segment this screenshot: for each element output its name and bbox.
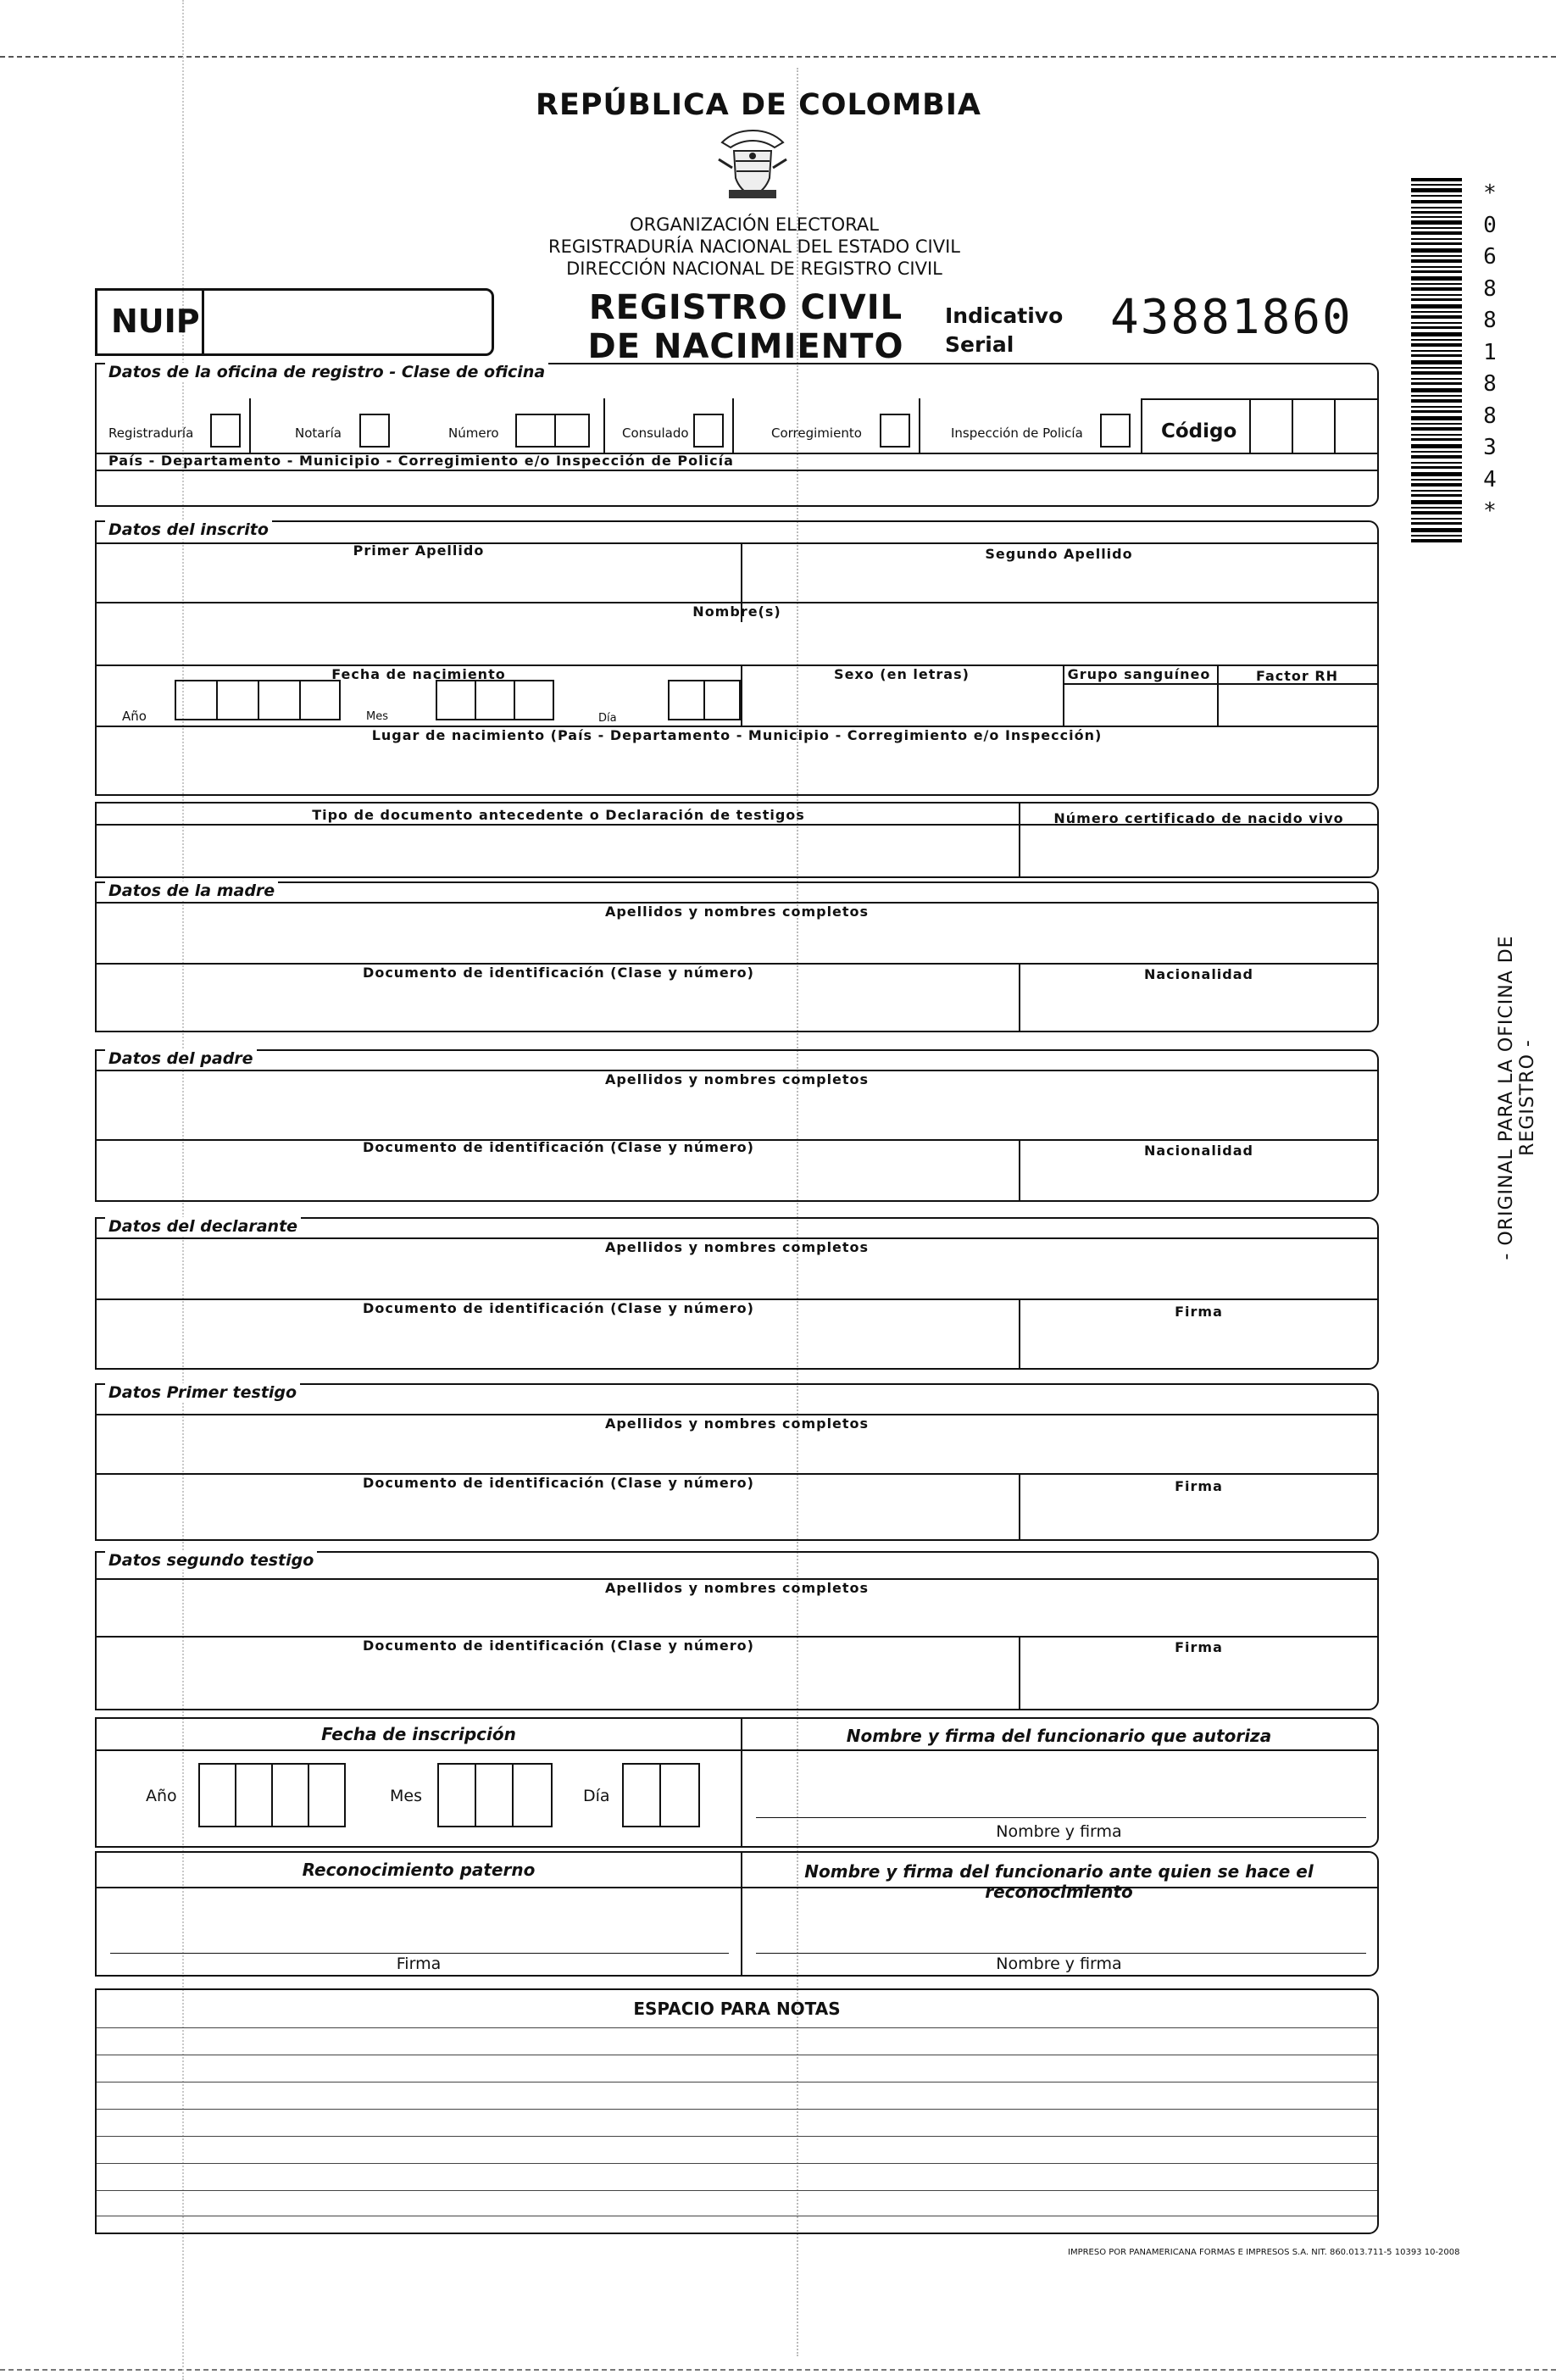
box-divider	[659, 1763, 661, 1827]
label-reconocimiento-paterno: Reconocimiento paterno	[302, 1860, 536, 1880]
section-declarante	[95, 1217, 1379, 1370]
barcode-char: *	[1483, 181, 1497, 206]
label-nacionalidad: Nacionalidad	[1143, 1143, 1253, 1159]
codigo-cell	[1249, 398, 1251, 453]
label-nombre-firma: Nombre y firma	[996, 1955, 1122, 1973]
box-divider	[258, 680, 259, 720]
box-divider	[475, 680, 476, 720]
label-documento: Documento de identificación (Clase y número)	[363, 1139, 754, 1155]
label-nombres-completos: Apellidos y nombres completos	[604, 904, 870, 920]
codigo-cell	[1292, 398, 1293, 453]
label-firma: Firma	[1175, 1478, 1223, 1494]
checkbox-corregimiento[interactable]	[880, 414, 910, 448]
label-sexo: Sexo (en letras)	[834, 666, 970, 682]
box-divider	[271, 1763, 273, 1827]
label-segundo-apellido: Segundo Apellido	[985, 546, 1133, 562]
section-title: Datos de la oficina de registro - Clase de oficina	[105, 363, 548, 381]
nuip-separator	[202, 291, 204, 353]
codigo-cell	[1334, 398, 1336, 453]
indicativo-label: Indicativo	[945, 303, 1064, 328]
barcode-char: 8	[1483, 403, 1497, 429]
barcode-char: 0	[1483, 212, 1497, 238]
barcode-characters	[1473, 178, 1507, 528]
col-divider	[1019, 1139, 1020, 1200]
label-nombres-completos: Apellidos y nombres completos	[604, 1580, 870, 1596]
serial-number: 43881860	[1110, 290, 1353, 345]
label-mes: Mes	[366, 710, 388, 723]
section-madre	[95, 881, 1379, 1032]
label-fecha-nacimiento: Fecha de nacimiento	[331, 666, 506, 682]
label-documento: Documento de identificación (Clase y número)	[363, 1638, 754, 1654]
label-espacio-notas: ESPACIO PARA NOTAS	[633, 1999, 841, 2019]
box-divider	[514, 680, 515, 720]
label-nacionalidad: Nacionalidad	[1143, 966, 1253, 982]
label-dia: Día	[583, 1787, 610, 1805]
label-firma: Firma	[396, 1955, 442, 1973]
label-nombres-completos: Apellidos y nombres completos	[604, 1071, 870, 1087]
label-documento: Documento de identificación (Clase y número)	[363, 1475, 754, 1491]
note-line	[97, 2163, 1377, 2164]
label-nombres-completos: Apellidos y nombres completos	[604, 1239, 870, 1255]
box-divider	[235, 1763, 236, 1827]
label-lugar-nacimiento: Lugar de nacimiento (País - Departamento - Municipio - Corregimiento e/o Inspección)	[371, 727, 1103, 743]
input-mes[interactable]	[436, 680, 554, 720]
label-firma: Firma	[1175, 1304, 1223, 1320]
section-title: Datos segundo testigo	[105, 1551, 317, 1570]
row-divider	[97, 824, 1377, 826]
org-line-1: ORGANIZACIÓN ELECTORAL	[630, 214, 879, 235]
label-firma: Firma	[1175, 1639, 1223, 1655]
label-tipo-documento: Tipo de documento antecedente o Declaración de testigos	[312, 807, 805, 823]
organization-lines	[475, 214, 1034, 280]
label-funcionario-reconocimiento: Nombre y firma del funcionario ante quien se hace el reconocimiento	[804, 1861, 1314, 1902]
row-divider	[97, 1887, 1377, 1888]
section-antecedente	[95, 802, 1379, 878]
label-factor-rh: Factor RH	[1255, 668, 1339, 684]
label-nombres-completos: Apellidos y nombres completos	[604, 1415, 870, 1432]
label-registraduria: Registraduría	[108, 425, 194, 441]
label-grupo-sanguineo: Grupo sanguíneo	[1067, 666, 1211, 682]
col-divider	[919, 398, 920, 453]
section-title: Datos del declarante	[105, 1217, 301, 1236]
barcode-char: 4	[1483, 466, 1497, 492]
cut-line-bottom	[0, 2369, 1556, 2371]
input-numero[interactable]	[515, 414, 590, 448]
col-divider	[1019, 963, 1020, 1031]
section-title: Datos Primer testigo	[105, 1383, 300, 1402]
label-ubicacion: País - Departamento - Municipio - Corregimiento e/o Inspección de Policía	[108, 453, 734, 469]
note-line	[97, 2027, 1377, 2028]
note-line	[97, 2190, 1377, 2191]
cut-line-top	[0, 56, 1556, 58]
org-line-2: REGISTRADURÍA NACIONAL DEL ESTADO CIVIL	[548, 236, 960, 257]
nuip-field[interactable]	[95, 288, 494, 356]
label-primer-apellido: Primer Apellido	[353, 542, 485, 559]
label-documento: Documento de identificación (Clase y número)	[363, 965, 754, 981]
label-inspeccion: Inspección de Policía	[951, 425, 1083, 441]
barcode-char: 8	[1483, 308, 1497, 333]
label-consulado: Consulado	[622, 425, 689, 441]
col-divider	[1019, 1636, 1020, 1709]
org-line-3: DIRECCIÓN NACIONAL DE REGISTRO CIVIL	[566, 259, 942, 279]
document-title	[542, 288, 949, 366]
box-divider	[475, 1763, 476, 1827]
section-notas[interactable]	[95, 1988, 1379, 2234]
nuip-label: NUIP	[111, 303, 200, 340]
barcode-char: 1	[1483, 339, 1497, 365]
col-divider	[732, 398, 734, 453]
signature-line	[756, 1953, 1366, 1954]
row-divider	[97, 470, 1377, 471]
section-title: Datos de la madre	[105, 881, 278, 900]
col-divider	[1019, 1298, 1020, 1368]
codigo-top	[1141, 398, 1377, 400]
col-divider	[249, 398, 251, 453]
serial-label: Serial	[945, 332, 1014, 357]
section-padre	[95, 1049, 1379, 1202]
barcode-char: 6	[1483, 244, 1497, 270]
section-inscripcion	[95, 1717, 1379, 1848]
box-divider	[554, 414, 556, 448]
label-nombre-firma: Nombre y firma	[996, 1822, 1122, 1841]
box-divider	[703, 680, 705, 720]
label-numero: Número	[448, 425, 499, 441]
section-title: Datos del inscrito	[105, 520, 272, 539]
label-certificado-nacido-vivo: Número certificado de nacido vivo	[1053, 810, 1344, 826]
indicativo-serial-label	[945, 302, 1063, 359]
box-divider	[308, 1763, 309, 1827]
barcode-char: 8	[1483, 371, 1497, 397]
col-divider	[1019, 1473, 1020, 1539]
coat-of-arms-seal-icon	[714, 125, 792, 203]
col-divider	[1019, 804, 1020, 876]
label-mes: Mes	[390, 1787, 422, 1805]
label-dia: Día	[598, 712, 617, 725]
row-divider	[97, 1749, 1377, 1751]
checkbox-consulado[interactable]	[693, 414, 724, 448]
section-reconocimiento	[95, 1851, 1379, 1977]
label-documento: Documento de identificación (Clase y número)	[363, 1300, 754, 1316]
title-line-1: REGISTRO CIVIL	[588, 288, 903, 327]
row-divider	[1063, 683, 1377, 685]
section-primer-testigo	[95, 1383, 1379, 1541]
note-line	[97, 2136, 1377, 2137]
label-notaria: Notaría	[295, 425, 342, 441]
note-line	[97, 2109, 1377, 2110]
section-oficina	[95, 363, 1379, 507]
label-nombres: Nombre(s)	[692, 603, 781, 620]
label-anio: Año	[122, 709, 147, 724]
signature-line	[110, 1953, 729, 1954]
barcode-icon	[1411, 178, 1462, 542]
box-divider	[216, 680, 218, 720]
box-divider	[299, 680, 301, 720]
printer-footer: IMPRESO POR PANAMERICANA FORMAS E IMPRESOS S.A. NIT. 860.013.711-5 10393 10-2008	[1068, 2248, 1460, 2257]
label-corregimiento: Corregimiento	[771, 425, 862, 441]
title-line-2: DE NACIMIENTO	[587, 327, 904, 366]
section-title: Datos del padre	[105, 1049, 257, 1068]
input-mes-inscripcion[interactable]	[437, 1763, 553, 1827]
label-funcionario-autoriza: Nombre y firma del funcionario que autoriza	[846, 1726, 1272, 1746]
barcode-char: 3	[1483, 435, 1497, 460]
checkbox-inspeccion[interactable]	[1100, 414, 1131, 448]
barcode-char: 8	[1483, 275, 1497, 302]
col-divider	[603, 398, 605, 453]
label-anio: Año	[146, 1787, 177, 1805]
vertical-original-note: - ORIGINAL PARA LA OFICINA DE REGISTRO -	[1496, 935, 1538, 1260]
label-codigo: Código	[1161, 420, 1237, 442]
barcode-char: *	[1483, 498, 1497, 524]
col-divider	[1141, 398, 1142, 453]
section-segundo-testigo	[95, 1551, 1379, 1710]
label-fecha-inscripcion: Fecha de inscripción	[321, 1724, 516, 1744]
box-divider	[512, 1763, 514, 1827]
section-inscrito	[95, 520, 1379, 796]
country-title: REPÚBLICA DE COLOMBIA	[536, 88, 981, 122]
checkbox-notaria[interactable]	[359, 414, 390, 448]
input-dia-inscripcion[interactable]	[622, 1763, 700, 1827]
signature-line	[756, 1817, 1366, 1818]
checkbox-registraduria[interactable]	[210, 414, 241, 448]
